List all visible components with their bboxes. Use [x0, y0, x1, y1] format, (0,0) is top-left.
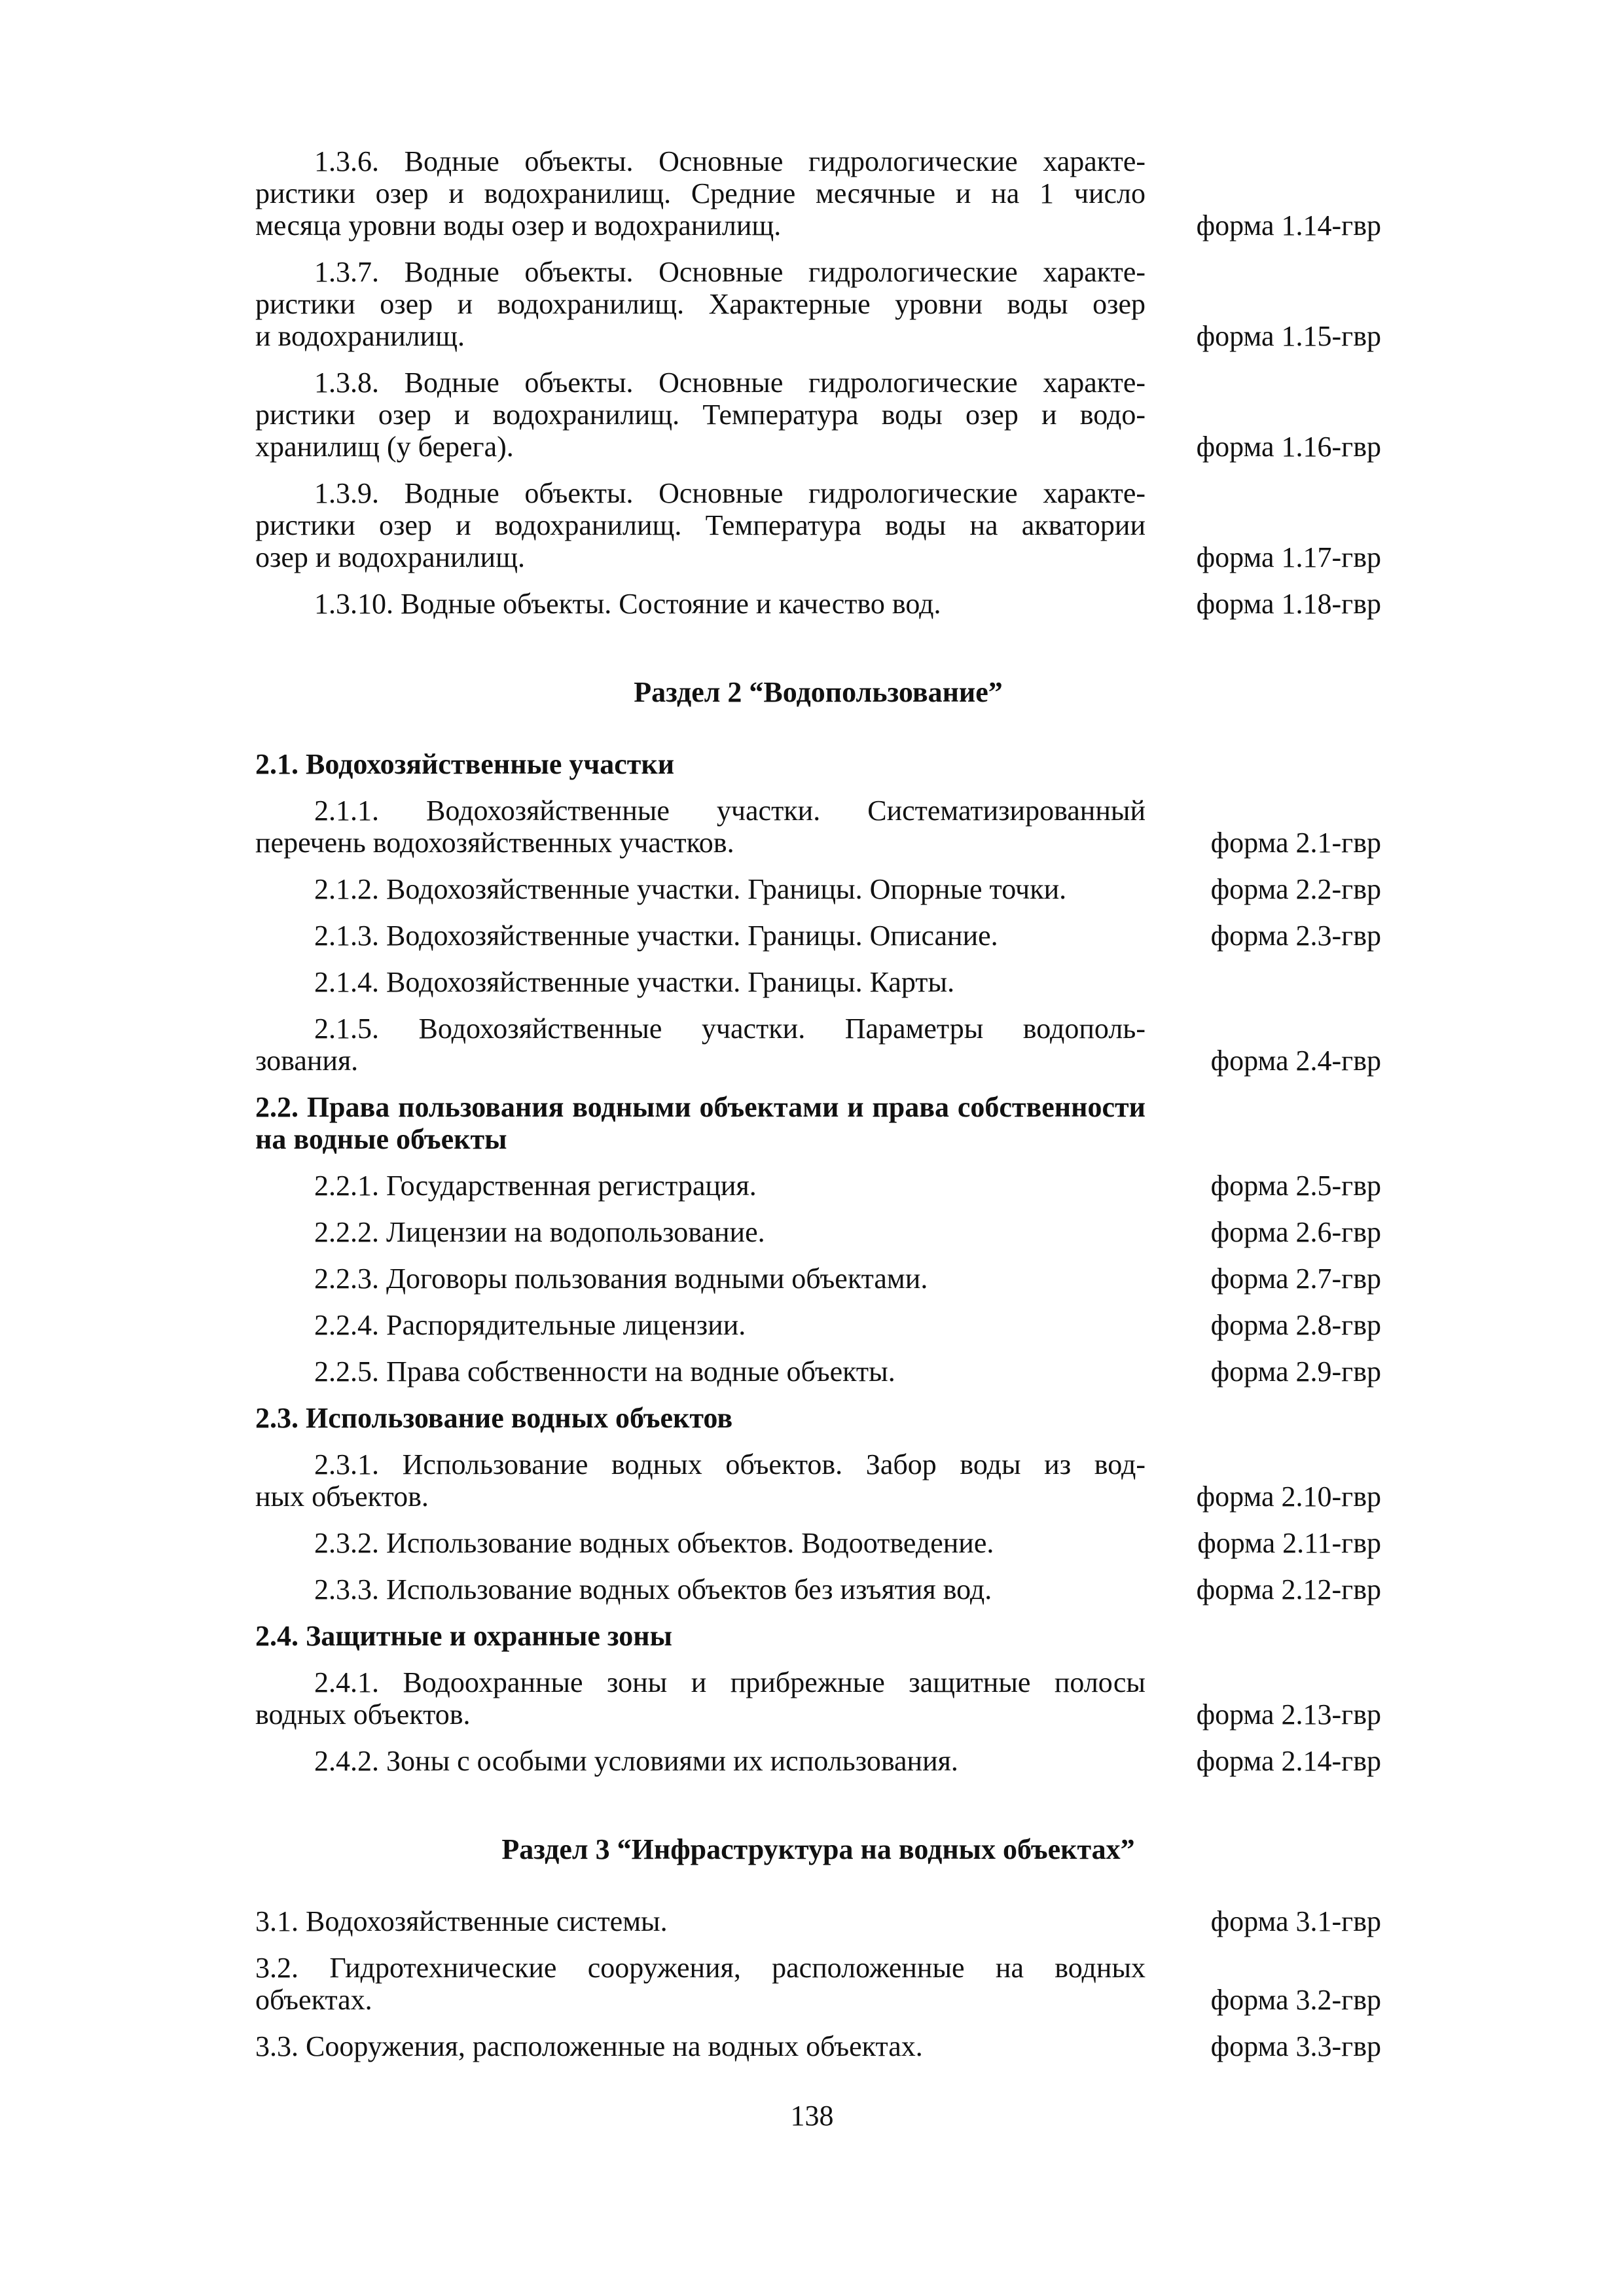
form-reference: форма 3.3-гвр — [1210, 2030, 1381, 2062]
entry-line: месяца уровни воды озер и водохранилищ. — [255, 209, 782, 242]
toc-entry-3-2 — [255, 1952, 1381, 2016]
entry-line: 2.3.1. Использование водных объектов. Забор воды из вод- — [314, 1448, 1146, 1480]
toc-entry-2-1-1 — [255, 795, 1381, 859]
toc-entry-2-3-2 — [255, 1527, 1381, 1559]
entry-line: 2.1.3. Водохозяйственные участки. Границы. Описание. — [314, 920, 998, 952]
toc-entry-2-3-3 — [255, 1573, 1381, 1605]
section-title-2: Раздел 2 “Водопользование” — [634, 676, 1003, 708]
heading-line: на водные объекты — [255, 1123, 507, 1155]
toc-entry-1-3-6 — [255, 145, 1381, 242]
form-reference: форма 2.5-гвр — [1210, 1170, 1381, 1202]
entry-title — [255, 1666, 1146, 1731]
toc-entry-2-4-2 — [255, 1745, 1381, 1777]
entry-line: 3.2. Гидротехнические сооружения, расположенные на водных — [255, 1952, 1146, 1984]
toc-entry-3-1 — [255, 1905, 1381, 1937]
entry-line: 2.2.3. Договоры пользования водными объектами. — [314, 1263, 928, 1295]
entry-line: 2.2.1. Государственная регистрация. — [314, 1170, 757, 1202]
toc-entry-2-2-1 — [255, 1170, 1381, 1202]
form-reference: форма 2.12-гвр — [1196, 1573, 1381, 1605]
toc-entry-1-3-10 — [255, 588, 1381, 620]
entry-title — [255, 1527, 1146, 1559]
entry-title — [255, 1170, 1146, 1202]
entry-title — [255, 145, 1146, 242]
toc-entry-1-3-8 — [255, 367, 1381, 463]
entry-line: 2.2.4. Распорядительные лицензии. — [314, 1309, 746, 1341]
form-reference: форма 3.1-гвр — [1210, 1905, 1381, 1937]
section-title-3: Раздел 3 “Инфраструктура на водных объектах” — [501, 1833, 1135, 1865]
entry-title — [255, 1905, 1146, 1937]
subsection-heading-2-4 — [255, 1620, 1381, 1652]
form-reference: форма 3.2-гвр — [1210, 1984, 1381, 2016]
toc-entry-1-3-7 — [255, 256, 1381, 352]
toc-entry-2-1-5 — [255, 1013, 1381, 1077]
entry-line: объектах. — [255, 1984, 372, 2016]
document-page — [255, 145, 1381, 2077]
entry-line: 2.2.5. Права собственности на водные объекты. — [314, 1355, 895, 1388]
entry-line: 3.1. Водохозяйственные системы. — [255, 1905, 668, 1937]
entry-line: ристики озер и водохранилищ. Средние месячные и на 1 число — [255, 177, 1146, 209]
form-reference: форма 2.13-гвр — [1196, 1698, 1381, 1731]
entry-line: зования. — [255, 1045, 359, 1077]
entry-line: ристики озер и водохранилищ. Температура воды на акватории — [255, 509, 1146, 541]
heading-line: 2.1. Водохозяйственные участки — [255, 748, 675, 780]
form-reference: форма 2.11-гвр — [1197, 1527, 1381, 1559]
toc-entry-2-4-1 — [255, 1666, 1381, 1731]
entry-title — [255, 256, 1146, 352]
entry-line: 2.4.2. Зоны с особыми условиями их использования. — [314, 1745, 958, 1777]
toc-entry-2-2-2 — [255, 1216, 1381, 1248]
entry-line: 1.3.6. Водные объекты. Основные гидрологические характе- — [314, 145, 1146, 177]
toc-entry-2-2-4 — [255, 1309, 1381, 1341]
entry-line: 3.3. Сооружения, расположенные на водных объектах. — [255, 2030, 923, 2062]
entry-line: и водохранилищ. — [255, 320, 465, 352]
entry-line: 2.1.1. Водохозяйственные участки. Систематизированный — [314, 795, 1146, 827]
entry-line: 2.2.2. Лицензии на водопользование. — [314, 1216, 765, 1248]
entry-line: ристики озер и водохранилищ. Характерные уровни воды озер — [255, 288, 1146, 320]
entry-line: 2.3.3. Использование водных объектов без изъятия вод. — [314, 1573, 992, 1605]
form-reference: форма 1.16-гвр — [1196, 431, 1381, 463]
entry-line: ристики озер и водохранилищ. Температура воды озер и водо- — [255, 399, 1146, 431]
entry-title — [255, 477, 1146, 573]
entry-line: 2.1.4. Водохозяйственные участки. Границы. Карты. — [314, 966, 955, 998]
entry-title — [255, 920, 1146, 952]
entry-line: 1.3.9. Водные объекты. Основные гидрологические характе- — [314, 477, 1146, 509]
heading-line: 2.4. Защитные и охранные зоны — [255, 1620, 673, 1652]
entry-line: 1.3.10. Водные объекты. Состояние и качество вод. — [314, 588, 941, 620]
entry-title — [255, 588, 1146, 620]
form-reference: форма 2.3-гвр — [1210, 920, 1381, 952]
entry-line: хранилищ (у берега). — [255, 431, 514, 463]
form-reference: форма 2.8-гвр — [1210, 1309, 1381, 1341]
entry-title — [255, 1216, 1146, 1248]
entry-title — [255, 1013, 1146, 1077]
subsection-heading-2-1 — [255, 748, 1381, 780]
toc-entry-3-3 — [255, 2030, 1381, 2062]
page-number: 138 — [790, 2100, 834, 2132]
form-reference: форма 2.9-гвр — [1210, 1355, 1381, 1388]
entry-line: 1.3.8. Водные объекты. Основные гидрологические характе- — [314, 367, 1146, 399]
entry-line: перечень водохозяйственных участков. — [255, 827, 734, 859]
toc-entry-2-1-2 — [255, 873, 1381, 905]
entry-title — [255, 1745, 1146, 1777]
form-reference: форма 1.14-гвр — [1196, 209, 1381, 242]
entry-line: 2.4.1. Водоохранные зоны и прибрежные защитные полосы — [314, 1666, 1146, 1698]
form-reference: форма 2.10-гвр — [1196, 1480, 1381, 1513]
heading-line: 2.3. Использование водных объектов — [255, 1402, 733, 1434]
entry-title — [255, 966, 1146, 998]
toc-entry-2-1-4 — [255, 966, 1381, 998]
entry-line: 2.1.2. Водохозяйственные участки. Границы. Опорные точки. — [314, 873, 1067, 905]
entry-title — [255, 1952, 1146, 2016]
heading-line: 2.2. Права пользования водными объектами и права собственности — [255, 1091, 1146, 1123]
subsection-heading-2-2 — [255, 1091, 1381, 1155]
entry-title — [255, 1263, 1146, 1295]
entry-line: 2.3.2. Использование водных объектов. Водоотведение. — [314, 1527, 994, 1559]
form-reference: форма 2.14-гвр — [1196, 1745, 1381, 1777]
form-reference: форма 2.2-гвр — [1210, 873, 1381, 905]
entry-title — [255, 367, 1146, 463]
entry-line: ных объектов. — [255, 1480, 429, 1513]
toc-entry-2-2-5 — [255, 1355, 1381, 1388]
toc-entry-2-3-1 — [255, 1448, 1381, 1513]
form-reference: форма 2.7-гвр — [1210, 1263, 1381, 1295]
entry-line: 2.1.5. Водохозяйственные участки. Параметры водополь- — [314, 1013, 1146, 1045]
entry-title — [255, 1355, 1146, 1388]
entry-title — [255, 2030, 1146, 2062]
form-reference: форма 2.1-гвр — [1210, 827, 1381, 859]
entry-title — [255, 1573, 1146, 1605]
entry-title — [255, 795, 1146, 859]
form-reference: форма 1.15-гвр — [1196, 320, 1381, 352]
entry-line: озер и водохранилищ. — [255, 541, 525, 573]
subsection-heading-2-3 — [255, 1402, 1381, 1434]
toc-entry-2-2-3 — [255, 1263, 1381, 1295]
toc-entry-2-1-3 — [255, 920, 1381, 952]
form-reference: форма 2.4-гвр — [1210, 1045, 1381, 1077]
form-reference: форма 1.17-гвр — [1196, 541, 1381, 573]
form-reference: форма 2.6-гвр — [1210, 1216, 1381, 1248]
entry-line: 1.3.7. Водные объекты. Основные гидрологические характе- — [314, 256, 1146, 288]
toc-entry-1-3-9 — [255, 477, 1381, 573]
entry-title — [255, 1309, 1146, 1341]
entry-title — [255, 873, 1146, 905]
entry-line: водных объектов. — [255, 1698, 471, 1731]
form-reference: форма 1.18-гвр — [1196, 588, 1381, 620]
entry-title — [255, 1448, 1146, 1513]
